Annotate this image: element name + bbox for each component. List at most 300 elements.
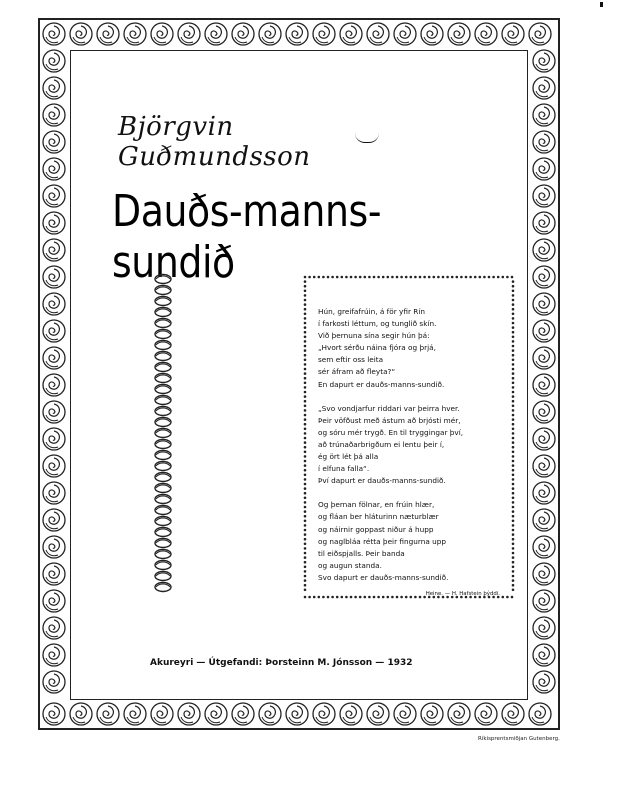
border-dot xyxy=(396,276,399,279)
border-dot xyxy=(442,276,445,279)
rose-ornament-icon xyxy=(176,701,202,727)
rose-ornament-icon xyxy=(531,318,557,344)
rose-ornament-icon xyxy=(41,264,67,290)
rose-ornament-icon xyxy=(365,701,391,727)
border-dot xyxy=(304,322,307,325)
poem-stanza xyxy=(318,306,508,391)
poem-line: og fláan ber hláturinn næturblær xyxy=(318,512,439,522)
border-dot xyxy=(304,313,307,316)
border-dot xyxy=(512,446,515,449)
border-dot xyxy=(512,405,515,408)
border-dot xyxy=(512,561,515,564)
border-dot xyxy=(304,386,307,389)
poem-line: í farkosti léttum, og tunglið skín. xyxy=(318,319,437,329)
rose-ornament-icon xyxy=(41,129,67,155)
rose-ornament-icon xyxy=(473,21,499,47)
border-dot xyxy=(512,533,515,536)
rose-ornament-icon xyxy=(68,701,94,727)
border-dot xyxy=(304,308,307,311)
poem-line: Hún, greifafrúin, á för yfir Rín xyxy=(318,307,425,316)
border-dot xyxy=(304,290,307,293)
border-dot xyxy=(382,276,385,279)
border-dot xyxy=(331,276,334,279)
border-dot xyxy=(512,418,515,421)
border-dot xyxy=(391,276,394,279)
border-dot xyxy=(483,276,486,279)
border-dot xyxy=(304,596,307,599)
border-dot xyxy=(304,349,307,352)
rose-ornament-icon xyxy=(41,399,67,425)
border-dot xyxy=(512,464,515,467)
border-dot xyxy=(304,552,307,555)
border-dot xyxy=(304,501,307,504)
poem-line: „Svo vondjarfur riddari var þeirra hver. xyxy=(318,403,460,413)
border-dot xyxy=(304,492,307,495)
border-dot xyxy=(512,372,515,375)
poem-box xyxy=(302,274,516,600)
rose-ornament-icon xyxy=(531,291,557,317)
border-dot xyxy=(354,276,357,279)
rose-ornament-icon xyxy=(338,21,364,47)
poem-line: Því dapurt er dauðs-manns-sundið. xyxy=(318,476,446,486)
border-dot xyxy=(512,524,515,527)
border-dot xyxy=(304,409,307,412)
border-dot xyxy=(377,276,380,279)
border-dot xyxy=(512,501,515,504)
rose-ornament-icon xyxy=(41,237,67,263)
border-dot xyxy=(512,409,515,412)
border-dot xyxy=(492,276,495,279)
border-dot xyxy=(304,428,307,431)
rose-ornament-icon xyxy=(531,480,557,506)
border-dot xyxy=(423,276,426,279)
rose-ornament-icon xyxy=(531,156,557,182)
border-dot xyxy=(512,478,515,481)
border-dot xyxy=(364,276,367,279)
poem-line: En dapurt er dauðs-manns-sundið. xyxy=(318,379,445,389)
border-dot xyxy=(512,345,515,348)
border-dot xyxy=(469,276,472,279)
poem-stanza xyxy=(318,403,508,488)
vine-link-icon xyxy=(153,581,173,593)
rose-ornament-icon xyxy=(230,21,256,47)
rose-ornament-icon xyxy=(41,210,67,236)
border-dot xyxy=(304,294,307,297)
border-dot xyxy=(304,280,307,283)
border-dot xyxy=(456,276,459,279)
border-dot xyxy=(304,326,307,329)
rose-ornament-icon xyxy=(531,345,557,371)
border-dot xyxy=(479,276,482,279)
poem-line: og náirnir goppast niður á hupp xyxy=(318,524,434,534)
border-dot xyxy=(304,359,307,362)
border-dot xyxy=(304,414,307,417)
border-dot xyxy=(304,575,307,578)
rose-ornament-icon xyxy=(531,642,557,668)
border-dot xyxy=(497,276,500,279)
border-dot xyxy=(304,336,307,339)
rose-ornament-icon xyxy=(41,102,67,128)
border-dot xyxy=(512,386,515,389)
border-dot xyxy=(512,520,515,523)
border-dot xyxy=(512,469,515,472)
border-dot xyxy=(414,276,417,279)
border-dot xyxy=(304,579,307,582)
rose-ornament-icon xyxy=(531,264,557,290)
border-dot xyxy=(512,492,515,495)
rose-ornament-icon xyxy=(531,102,557,128)
border-dot xyxy=(512,326,515,329)
rose-ornament-icon xyxy=(419,701,445,727)
border-dot xyxy=(304,372,307,375)
border-dot xyxy=(512,294,515,297)
rose-ornament-icon xyxy=(338,701,364,727)
border-dot xyxy=(512,538,515,541)
rose-ornament-icon xyxy=(41,534,67,560)
rose-ornament-icon xyxy=(500,21,526,47)
printer-credit: Ríkisprentsmiðjan Gutenberg. xyxy=(478,736,560,742)
rose-ornament-icon xyxy=(41,48,67,74)
rose-ornament-icon xyxy=(95,21,121,47)
border-dot xyxy=(512,354,515,357)
rose-ornament-icon xyxy=(41,426,67,452)
rose-ornament-icon xyxy=(41,669,67,695)
rose-ornament-icon xyxy=(68,21,94,47)
border-dot xyxy=(511,276,514,279)
border-dot xyxy=(313,276,316,279)
poem-line: ég ört lét þá alla xyxy=(318,452,379,462)
rose-ornament-icon xyxy=(203,701,229,727)
border-dot xyxy=(304,382,307,385)
border-dot xyxy=(512,474,515,477)
border-dot xyxy=(304,391,307,394)
border-dot xyxy=(341,276,344,279)
border-dot xyxy=(451,276,454,279)
border-dot xyxy=(512,460,515,463)
border-dot xyxy=(304,589,307,592)
rose-ornament-icon xyxy=(531,399,557,425)
poem-line: Við þernuna sína segir hún þá: xyxy=(318,331,430,341)
rose-ornament-icon xyxy=(257,701,283,727)
border-dot xyxy=(512,556,515,559)
border-dot xyxy=(304,497,307,500)
rose-ornament-icon xyxy=(311,21,337,47)
decorative-vine xyxy=(152,273,174,599)
border-dot xyxy=(419,276,422,279)
border-dot xyxy=(304,446,307,449)
border-dot xyxy=(304,543,307,546)
rose-ornament-icon xyxy=(149,701,175,727)
rose-ornament-icon xyxy=(531,372,557,398)
poem-line: til eiðspjalls. Þeir banda xyxy=(318,548,405,558)
border-dot xyxy=(304,474,307,477)
border-dot xyxy=(512,322,515,325)
border-dot xyxy=(512,515,515,518)
border-dot xyxy=(512,340,515,343)
rose-ornament-icon xyxy=(311,701,337,727)
rose-ornament-icon xyxy=(41,588,67,614)
border-dot xyxy=(512,451,515,454)
border-dot xyxy=(304,441,307,444)
rose-ornament-icon xyxy=(149,21,175,47)
border-dot xyxy=(304,566,307,569)
border-dot xyxy=(304,451,307,454)
border-dot xyxy=(345,276,348,279)
border-dot xyxy=(304,506,307,509)
border-dot xyxy=(512,299,515,302)
border-dot xyxy=(304,561,307,564)
border-dot xyxy=(387,276,390,279)
border-dot xyxy=(304,345,307,348)
rose-ornament-icon xyxy=(41,345,67,371)
rose-ornament-icon xyxy=(203,21,229,47)
poem-attribution: Heine. — H. Hafstein þýddi. xyxy=(425,590,500,597)
border-dot xyxy=(502,276,505,279)
border-dot xyxy=(512,359,515,362)
border-dot xyxy=(446,276,449,279)
rose-ornament-icon xyxy=(531,588,557,614)
border-dot xyxy=(433,276,436,279)
border-dot xyxy=(304,584,307,587)
border-dot xyxy=(511,596,514,599)
rose-ornament-icon xyxy=(527,21,553,47)
border-dot xyxy=(304,520,307,523)
rose-ornament-icon xyxy=(41,480,67,506)
rose-ornament-icon xyxy=(392,701,418,727)
border-dot xyxy=(336,276,339,279)
border-dot xyxy=(304,570,307,573)
border-dot xyxy=(304,317,307,320)
border-dot xyxy=(304,510,307,513)
rose-ornament-icon xyxy=(41,615,67,641)
border-dot xyxy=(368,276,371,279)
border-dot xyxy=(506,276,509,279)
rose-ornament-icon xyxy=(531,426,557,452)
border-dot xyxy=(304,377,307,380)
rose-ornament-icon xyxy=(41,507,67,533)
poem-line: og naglbláa rétta þeir fingurna upp xyxy=(318,536,447,546)
rose-ornament-icon xyxy=(531,453,557,479)
poem-line: og augun standa. xyxy=(318,560,382,570)
rose-ornament-icon xyxy=(531,210,557,236)
author-signature: Björgvin Guðmundsson xyxy=(118,112,311,172)
border-dot xyxy=(304,303,307,306)
border-dot xyxy=(304,529,307,532)
rose-ornament-icon xyxy=(122,21,148,47)
border-dot xyxy=(512,543,515,546)
border-dot xyxy=(327,276,330,279)
border-dot xyxy=(308,596,311,599)
rose-ornament-icon xyxy=(531,237,557,263)
poem-line: „Hvort sérðu náina fjóra og þrjá, xyxy=(318,343,436,353)
border-dot xyxy=(304,487,307,490)
border-dot xyxy=(313,596,316,599)
poem-line: í elfuna falla“. xyxy=(318,464,370,474)
border-dot xyxy=(512,497,515,500)
border-dot xyxy=(318,276,321,279)
border-dot xyxy=(512,552,515,555)
border-dot xyxy=(512,303,515,306)
border-dot xyxy=(512,308,515,311)
rose-ornament-icon xyxy=(284,21,310,47)
rose-ornament-icon xyxy=(531,75,557,101)
corner-mark xyxy=(600,2,603,7)
border-dot xyxy=(304,515,307,518)
border-dot xyxy=(304,400,307,403)
border-dot xyxy=(304,418,307,421)
border-dot xyxy=(359,276,362,279)
border-dot xyxy=(512,317,515,320)
border-dot xyxy=(304,483,307,486)
border-dot xyxy=(512,290,515,293)
border-dot xyxy=(512,280,515,283)
border-dot xyxy=(512,400,515,403)
rose-ornament-icon xyxy=(531,183,557,209)
rose-ornament-icon xyxy=(41,453,67,479)
border-dot xyxy=(512,331,515,334)
border-dot xyxy=(304,460,307,463)
border-dot xyxy=(304,340,307,343)
border-dot xyxy=(410,276,413,279)
border-dot xyxy=(512,377,515,380)
border-dot xyxy=(512,455,515,458)
border-dot xyxy=(304,368,307,371)
border-dot xyxy=(304,285,307,288)
border-dot xyxy=(373,276,376,279)
rose-ornament-icon xyxy=(531,561,557,587)
rose-ornament-icon xyxy=(41,75,67,101)
rose-ornament-icon xyxy=(392,21,418,47)
border-dot xyxy=(304,547,307,550)
border-dot xyxy=(512,483,515,486)
rose-ornament-icon xyxy=(41,318,67,344)
border-dot xyxy=(512,363,515,366)
page-title: Dauðs-manns-sundið xyxy=(112,186,382,288)
border-dot xyxy=(512,428,515,431)
border-dot xyxy=(304,524,307,527)
border-dot xyxy=(405,276,408,279)
rose-ornament-icon xyxy=(41,561,67,587)
border-dot xyxy=(304,363,307,366)
poem-line: og sóru mér trygð. En til tryggingar því, xyxy=(318,427,464,437)
rose-ornament-icon xyxy=(500,701,526,727)
rose-ornament-icon xyxy=(446,701,472,727)
border-dot xyxy=(304,533,307,536)
poem-line: að trúnaðarbrigðum ei lentu þeir í, xyxy=(318,439,445,449)
border-dot xyxy=(512,441,515,444)
rose-ornament-icon xyxy=(41,21,67,47)
rose-ornament-icon xyxy=(419,21,445,47)
poem-line: sér áfram að fleyta?“ xyxy=(318,367,396,377)
border-dot xyxy=(512,487,515,490)
border-dot xyxy=(322,276,325,279)
border-dot xyxy=(304,437,307,440)
rose-ornament-icon xyxy=(95,701,121,727)
border-dot xyxy=(350,276,353,279)
border-dot xyxy=(512,391,515,394)
rose-ornament-icon xyxy=(176,21,202,47)
border-dot xyxy=(512,506,515,509)
border-dot xyxy=(465,276,468,279)
rose-ornament-icon xyxy=(41,642,67,668)
rose-ornament-icon xyxy=(446,21,472,47)
border-dot xyxy=(437,276,440,279)
border-dot xyxy=(512,575,515,578)
border-dot xyxy=(512,510,515,513)
border-dot xyxy=(304,556,307,559)
border-dot xyxy=(304,464,307,467)
border-dot xyxy=(460,276,463,279)
rose-ornament-icon xyxy=(41,183,67,209)
border-dot xyxy=(512,584,515,587)
poem-line: Og þernan fölnar, en frúin hlær, xyxy=(318,500,435,510)
rose-ornament-icon xyxy=(41,291,67,317)
border-dot xyxy=(488,276,491,279)
poem-text xyxy=(318,306,508,612)
poem-line: Þeir vöfðust með ástum að brjósti mér, xyxy=(318,415,461,425)
border-dot xyxy=(512,529,515,532)
border-dot xyxy=(308,276,311,279)
rose-ornament-icon xyxy=(284,701,310,727)
border-dot xyxy=(304,276,307,279)
rose-ornament-icon xyxy=(230,701,256,727)
border-dot xyxy=(512,437,515,440)
rose-ornament-icon xyxy=(531,129,557,155)
border-dot xyxy=(304,331,307,334)
publisher-imprint: Akureyri — Útgefandi: Þorsteinn M. Jónsson — 1932 xyxy=(150,658,413,668)
border-dot xyxy=(304,354,307,357)
border-dot xyxy=(304,405,307,408)
border-dot xyxy=(304,423,307,426)
border-dot xyxy=(304,432,307,435)
rose-ornament-icon xyxy=(41,372,67,398)
rose-ornament-icon xyxy=(531,48,557,74)
border-dot xyxy=(512,285,515,288)
poem-line: sem eftir oss leita xyxy=(318,355,384,365)
border-dot xyxy=(304,538,307,541)
border-dot xyxy=(512,368,515,371)
rose-ornament-icon xyxy=(531,669,557,695)
border-dot xyxy=(512,432,515,435)
border-dot xyxy=(428,276,431,279)
rose-ornament-icon xyxy=(531,507,557,533)
rose-ornament-icon xyxy=(365,21,391,47)
rose-ornament-icon xyxy=(531,615,557,641)
border-dot xyxy=(512,382,515,385)
poem-stanza xyxy=(318,499,508,600)
border-dot xyxy=(512,414,515,417)
rose-ornament-icon xyxy=(257,21,283,47)
border-dot xyxy=(400,276,403,279)
poem-line: Svo dapurt er dauðs-manns-sundið. xyxy=(318,572,449,582)
border-dot xyxy=(304,455,307,458)
border-dot xyxy=(474,276,477,279)
border-dot xyxy=(304,395,307,398)
border-dot xyxy=(512,313,515,316)
border-dot xyxy=(512,579,515,582)
border-dot xyxy=(512,336,515,339)
border-dot xyxy=(304,478,307,481)
border-dot xyxy=(512,566,515,569)
rose-ornament-icon xyxy=(531,534,557,560)
border-dot xyxy=(512,570,515,573)
rose-ornament-icon xyxy=(41,701,67,727)
border-dot xyxy=(304,469,307,472)
rose-ornament-icon xyxy=(527,701,553,727)
border-dot xyxy=(512,349,515,352)
rose-ornament-icon xyxy=(473,701,499,727)
border-dot xyxy=(512,423,515,426)
